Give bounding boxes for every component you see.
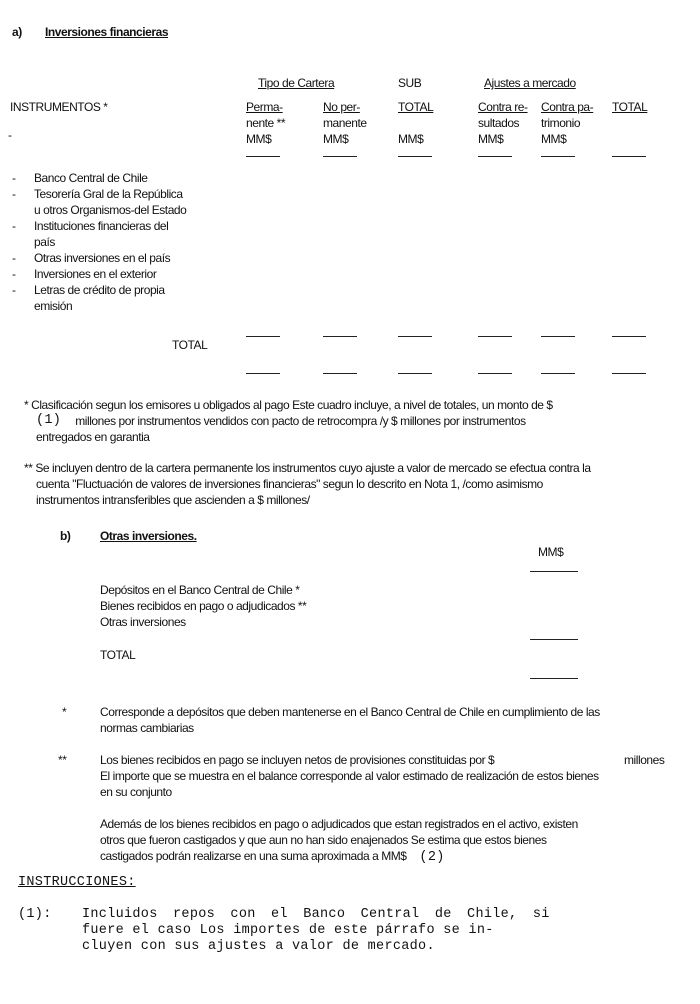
column-rule xyxy=(246,336,280,337)
section-b-item: Otras inversiones xyxy=(100,615,186,629)
col-unit: MM$ xyxy=(478,132,504,146)
note3-line3 xyxy=(100,848,445,866)
footnote1-line3: entregados en garantia xyxy=(36,430,150,444)
divider xyxy=(530,639,578,640)
footnote1-line1: * Clasificación segun los emisores u obligados al pago Este cuadro incluye, a nivel de totales, un monto de $ xyxy=(24,398,553,412)
note3-line1: Además de los bienes recibidos en pago o adjudicados que estan registrados en el activo, existen xyxy=(100,817,578,831)
col-unit: MM$ xyxy=(246,132,272,146)
col-header-l1: TOTAL xyxy=(612,100,648,114)
column-rule xyxy=(478,336,512,337)
instrument-row: Otras inversiones en el país xyxy=(34,251,171,265)
column-rule xyxy=(323,336,357,337)
instrument-row: Inversiones en el exterior xyxy=(34,267,157,281)
note2-mark: ** xyxy=(58,753,67,767)
instrument-row: Letras de crédito de propia xyxy=(34,283,165,297)
footnote2-line3: instrumentos intransferibles que ascienden a $ millones/ xyxy=(36,493,310,507)
instrument-row: país xyxy=(34,235,55,249)
col-header-l2: manente xyxy=(323,116,367,130)
stray-mark: - xyxy=(8,128,12,142)
ref-2: (2) xyxy=(419,850,445,865)
column-rule xyxy=(323,156,357,157)
group-ajustes-mercado: Ajustes a mercado xyxy=(484,76,576,90)
instrument-row: emisión xyxy=(34,299,73,313)
divider xyxy=(530,678,578,679)
instruccion-line: Incluidos repos con el Banco Central de Chile, si xyxy=(82,907,550,922)
section-b-title: Otras inversiones. xyxy=(100,529,197,543)
column-rule xyxy=(541,336,575,337)
section-a-label: a) xyxy=(12,25,22,39)
note1-line1: Corresponde a depósitos que deben mantenerse en el Banco Central de Chile en cumplimiento de las xyxy=(100,705,600,719)
item-bullet: - xyxy=(12,187,16,201)
section-b-unit: MM$ xyxy=(538,545,564,559)
column-rule xyxy=(398,373,432,374)
column-rule xyxy=(478,373,512,374)
footnote1-line2-text: millones por instrumentos vendidos con pacto de retrocompra /y $ millones por instrumentos xyxy=(75,414,526,428)
divider xyxy=(530,571,578,572)
col-header-l2: sultados xyxy=(478,116,520,130)
footnote2-line2: cuenta "Fluctuación de valores de inversiones financieras" segun lo descrito en Nota 1, /como asimismo xyxy=(36,477,543,491)
column-rule xyxy=(398,336,432,337)
column-rule xyxy=(612,156,646,157)
instrument-row: Tesorería Gral de la República xyxy=(34,187,183,201)
instrument-row: u otros Organismos-del Estado xyxy=(34,203,187,217)
item-bullet: - xyxy=(12,267,16,281)
column-rule xyxy=(323,373,357,374)
column-rule xyxy=(398,156,432,157)
note2-line2: El importe que se muestra en el balance corresponde al valor estimado de realización de estos bienes xyxy=(100,769,599,783)
section-b-item: Bienes recibidos en pago o adjudicados ** xyxy=(100,599,307,613)
column-rule xyxy=(612,336,646,337)
col-unit: MM$ xyxy=(541,132,567,146)
section-b-total-label: TOTAL xyxy=(100,648,136,662)
section-b-label: b) xyxy=(60,529,71,543)
ref-1: (1) xyxy=(36,413,62,428)
note2-line1: Los bienes recibidos en pago se incluyen netos de provisiones constituidas por $ xyxy=(100,753,495,767)
col-header-l2: trimonio xyxy=(541,116,581,130)
note3-line3-text: castigados podrán realizarse en una suma aproximada a MM$ xyxy=(100,849,407,863)
col-header-l1: No per- xyxy=(323,100,360,114)
footnote1-line2 xyxy=(36,413,526,429)
instrucciones-title: INSTRUCCIONES: xyxy=(18,875,136,890)
column-rule xyxy=(541,373,575,374)
col-header-l1: Contra pa- xyxy=(541,100,594,114)
instruccion-label: (1): xyxy=(18,907,52,922)
item-bullet: - xyxy=(12,171,16,185)
note1-mark: * xyxy=(62,705,67,719)
note2-line3: en su conjunto xyxy=(100,785,172,799)
col-sub-l0: SUB xyxy=(398,76,422,90)
section-b-item: Depósitos en el Banco Central de Chile * xyxy=(100,583,300,597)
section-a-title: Inversiones financieras xyxy=(45,25,169,39)
instrumentos-header: INSTRUMENTOS * xyxy=(10,100,108,114)
column-rule xyxy=(612,373,646,374)
col-header-l1: Contra re- xyxy=(478,100,528,114)
group-tipo-cartera: Tipo de Cartera xyxy=(258,76,335,90)
column-rule xyxy=(246,373,280,374)
column-rule xyxy=(246,156,280,157)
item-bullet: - xyxy=(12,219,16,233)
column-rule xyxy=(541,156,575,157)
column-rule xyxy=(478,156,512,157)
note1-line2: normas cambiarias xyxy=(100,721,194,735)
instruccion-line: fuere el caso Los importes de este párrafo se in- xyxy=(82,923,494,938)
col-header-l2: nente ** xyxy=(246,116,286,130)
note2-line1-end: millones xyxy=(624,753,665,767)
col-header-l1: TOTAL xyxy=(398,100,434,114)
col-unit: MM$ xyxy=(323,132,349,146)
note3-line2: otros que fueron castigados y que aun no han sido enajenados Se estima que estos bienes xyxy=(100,833,547,847)
instruccion-line: cluyen con sus ajustes a valor de mercado. xyxy=(82,939,435,954)
item-bullet: - xyxy=(12,283,16,297)
section-a-total-label: TOTAL xyxy=(172,338,208,352)
col-header-l1: Perma- xyxy=(246,100,283,114)
instrument-row: Instituciones financieras del xyxy=(34,219,169,233)
item-bullet: - xyxy=(12,251,16,265)
col-unit: MM$ xyxy=(398,132,424,146)
footnote2-line1: ** Se incluyen dentro de la cartera permanente los instrumentos cuyo ajuste a valor de mercado se efectua contra la xyxy=(24,461,591,475)
instrument-row: Banco Central de Chile xyxy=(34,171,148,185)
